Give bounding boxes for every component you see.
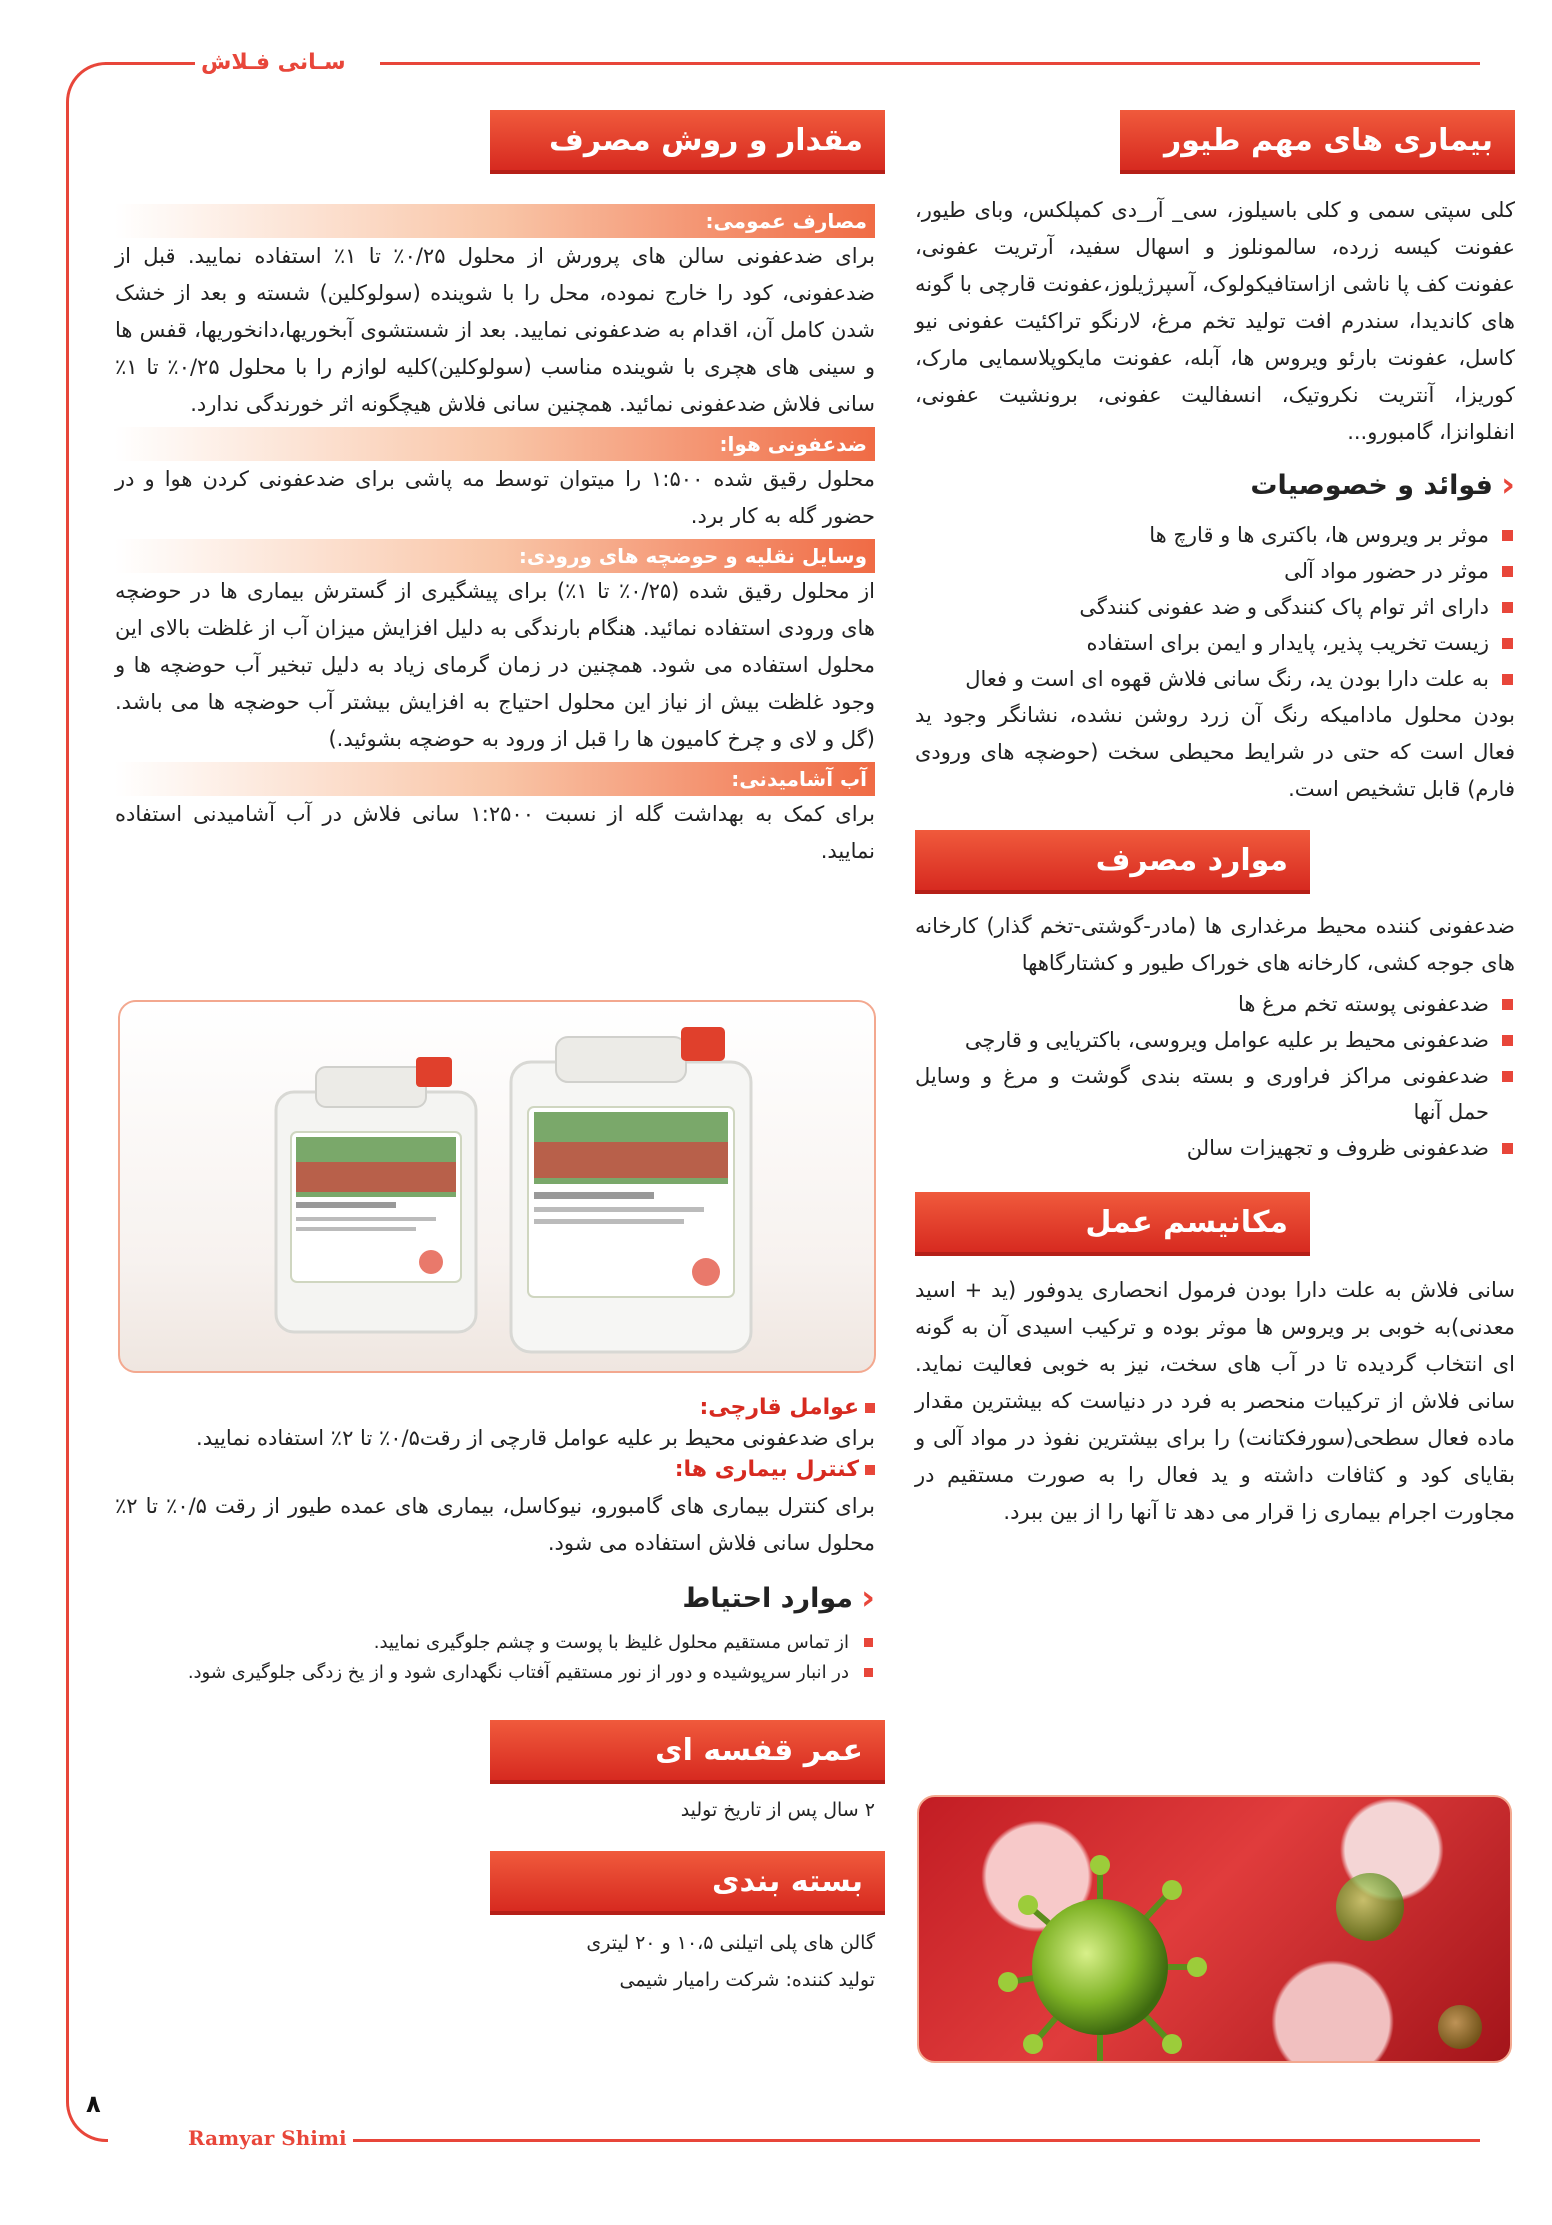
list-item: ضدعفونی پوسته تخم مرغ ها (915, 986, 1515, 1022)
square-bullet-icon (864, 1668, 873, 1677)
virus-illustration-icon (917, 1797, 1510, 2063)
square-bullet-icon (1502, 530, 1513, 541)
drinking-water-bar: آب آشامیدنی: (115, 762, 875, 796)
page-number: ۸ (86, 2090, 101, 2118)
right-column (915, 110, 1515, 1531)
square-bullet-icon (1502, 1143, 1513, 1154)
left-column (115, 110, 875, 870)
vehicles-bar: وسایل نقلیه و حوضچه های ورودی: (115, 539, 875, 573)
list-item: زیست تخریب پذیر، پایدار و ایمن برای استفاده (915, 625, 1515, 661)
fungal-text: برای ضدعفونی محیط بر علیه عوامل قارچی از رقت۰/۵٪ تا ۲٪ استفاده نمایید. (196, 1426, 875, 1450)
square-bullet-icon (1502, 638, 1513, 649)
list-item: از تماس مستقیم محلول غلیظ با پوست و چشم جلوگیری نمایید. (115, 1628, 875, 1658)
shelf-life-text: ۲ سال پس از تاریخ تولید (680, 1799, 875, 1821)
vehicles-text: از محلول رقیق شده (۰/۲۵٪ تا ۱٪) برای پیشگیری از گسترش بیماری ها در حوضچه های ورودی استفاده نمائید. هنگام بارندگی به دلیل افزایش میزان آب از غلظت بالای این محلول استفاده می شود. همچنین در زمان گرمای زیاد به دلیل تبخیر آب حوضچه ها و وجود غلظت بیش از نیاز این محلول احتیاج به افزایش بیشتر آب حوضچه ها می باشد.(گل و لای و چرخ کامیون ها را قبل از ورود به حوضچه بشوئید.) (115, 579, 876, 751)
drinking-water-text: برای کمک به بهداشت گله از نسبت ۱:۲۵۰۰ سانی فلاش در آب آشامیدنی استفاده نمایید. (115, 802, 875, 863)
list-item: موثر بر ویروس ها، باکتری ها و قارچ ها (915, 517, 1515, 553)
general-use-text: برای ضدعفونی سالن های پرورش از محلول ۰/۲۵٪ تا ۱٪ استفاده نمایید. قبل از ضدعفونی، کود را خارج نموده، محل را با شوینده (سولوکلین) شسته و بعد از خشک شدن کامل آن، اقدام به ضدعفونی نمایید. بعد از شستشوی آبخوریها،دانخوریها، قفس ها و سینی های هچری با شوینده مناسب (سولوکلین)کلیه لوازم را با محلول ۰/۲۵٪ تا ۱٪ سانی فلاش ضدعفونی نمائید. همچنین سانی فلاش هیچگونه اثر خورندگی ندارد. (115, 244, 875, 416)
disease-control-label: کنترل بیماری ها: (115, 1457, 875, 1482)
packaging-text: گالن های پلی اتیلنی ۱۰،۵ و ۲۰ لیتری (586, 1932, 875, 1954)
usage-banner: موارد مصرف (915, 830, 1310, 890)
square-bullet-icon (1502, 674, 1513, 685)
square-bullet-icon (1502, 1071, 1513, 1082)
square-bullet-icon (865, 1465, 875, 1475)
usage-intro: ضدعفونی کننده محیط مرغداری ها (مادر-گوشتی-تخم گذار) کارخانه های جوجه کشی، کارخانه های خوراک طیور و کشتارگاهها (915, 914, 1515, 975)
general-use-bar: مصارف عمومی: (115, 204, 875, 238)
benefits-continuation: بودن محلول مادامیکه رنگ آن زرد روشن نشده، نشانگر وجود ید فعال است که حتی در شرایط محیطی سخت (حوضچه های ورودی فارم) قابل تشخیص است. (915, 703, 1515, 801)
diseases-banner: بیماری های مهم طیور (1120, 110, 1515, 170)
square-bullet-icon (1502, 566, 1513, 577)
producer-text: تولید کننده: شرکت رامیار شیمی (619, 1969, 875, 1991)
square-bullet-icon (865, 1403, 875, 1413)
benefits-list (915, 517, 1515, 697)
fungal-label: عوامل قارچی: (115, 1395, 875, 1420)
packaging-banner: بسته بندی (490, 1851, 885, 1911)
dosage-banner: مقدار و روش مصرف (490, 110, 885, 170)
page-frame (66, 62, 108, 2142)
precautions-list (115, 1628, 875, 1688)
diseases-text: کلی سپتی سمی و کلی باسیلوز، سی_ آر_دی کمپلکس، وبای طیور، عفونت کیسه زرده، سالمونلوز و اسهال سفید، آرتریت عفونی، عفونت کف پا ناشی ازاستافیکولوک، آسپرژیلوز،عفونت قارچی با گونه های کاندیدا، سندرم افت تولید تخم مرغ، لارنگو تراکئیت عفونی نیو کاسل، عفونت بارئو ویروس ها، آبله، عفونت مایکوپلاسمایی مارک، کوریزا، آنتریت نکروتیک، انسفالیت عفونی، برونشیت عفونی، انفلوانزا، گامبورو... (915, 198, 1515, 444)
list-item: موثر در حضور مواد آلی (915, 553, 1515, 589)
chevron-left-icon: ‹ (1500, 465, 1515, 505)
brand-footer: Ramyar Shimi (182, 2126, 353, 2150)
list-item: به علت دارا بودن ید، رنگ سانی فلاش قهوه ای است و فعال (915, 661, 1515, 697)
shelf-life-banner: عمر قفسه ای (490, 1720, 885, 1780)
benefits-title: فوائد و خصوصیات (1250, 469, 1493, 501)
brand-header: سـانی فـلاش (195, 50, 352, 75)
disease-control-text: برای کنترل بیماری های گامبورو، نیوکاسل، بیماری های عمده طیور از رقت ۰/۵٪ تا ۲٪ محلول سانی فلاش استفاده می شود. (115, 1494, 875, 1555)
list-item: در انبار سرپوشیده و دور از نور مستقیم آفتاب نگهداری شود و از یخ زدگی جلوگیری شود. (115, 1658, 875, 1688)
virus-image (917, 1795, 1512, 2063)
precautions-title: موارد احتیاط (682, 1582, 853, 1614)
product-photo (118, 1000, 876, 1373)
mechanism-text: سانی فلاش به علت دارا بودن فرمول انحصاری یدوفور (ید + اسید معدنی)به خوبی بر ویروس ها موثر بوده و ترکیب اسیدی آن به گونه ای انتخاب گردیده تا در آب های سخت، نیز به خوبی فعالیت نماید. سانی فلاش از ترکیبات منحصر به فرد در دنیاست که بیشترین مقدار ماده فعال سطحی(سورفکتانت) را برای بیشترین نفوذ در مواد آلی و بقایای کود و کثافات داشته و ید فعال را به صورت مستقیم در مجاورت اجرام بیماری زا قرار می دهد تا آنها را از بین ببرد. (915, 1278, 1515, 1524)
square-bullet-icon (1502, 999, 1513, 1010)
list-item: ضدعفونی ظروف و تجهیزات سالن (915, 1130, 1515, 1166)
benefits-heading (915, 465, 1515, 505)
frame-bottom-line (345, 2139, 1480, 2142)
precautions-heading (115, 1578, 875, 1618)
chevron-left-icon: ‹ (860, 1578, 875, 1618)
usage-list (915, 986, 1515, 1166)
air-disinfection-bar: ضدعفونی هوا: (115, 427, 875, 461)
list-item: دارای اثر توام پاک کنندگی و ضد عفونی کنندگی (915, 589, 1515, 625)
square-bullet-icon (1502, 602, 1513, 613)
list-item: ضدعفونی مراکز فراوری و بسته بندی گوشت و مرغ و وسایل حمل آنها (915, 1058, 1515, 1130)
air-disinfection-text: محلول رقیق شده ۱:۵۰۰ را میتوان توسط مه پاشی برای ضدعفونی کردن هوا و در حضور گله به کار برد. (115, 467, 875, 528)
left-lower-section (115, 1395, 875, 1999)
mechanism-banner: مکانیسم عمل (915, 1192, 1310, 1252)
product-jerrycans-icon (118, 1002, 874, 1373)
list-item: ضدعفونی محیط بر علیه عوامل ویروسی، باکتریایی و قارچی (915, 1022, 1515, 1058)
square-bullet-icon (864, 1638, 873, 1647)
square-bullet-icon (1502, 1035, 1513, 1046)
frame-top-line-right (380, 62, 1480, 65)
